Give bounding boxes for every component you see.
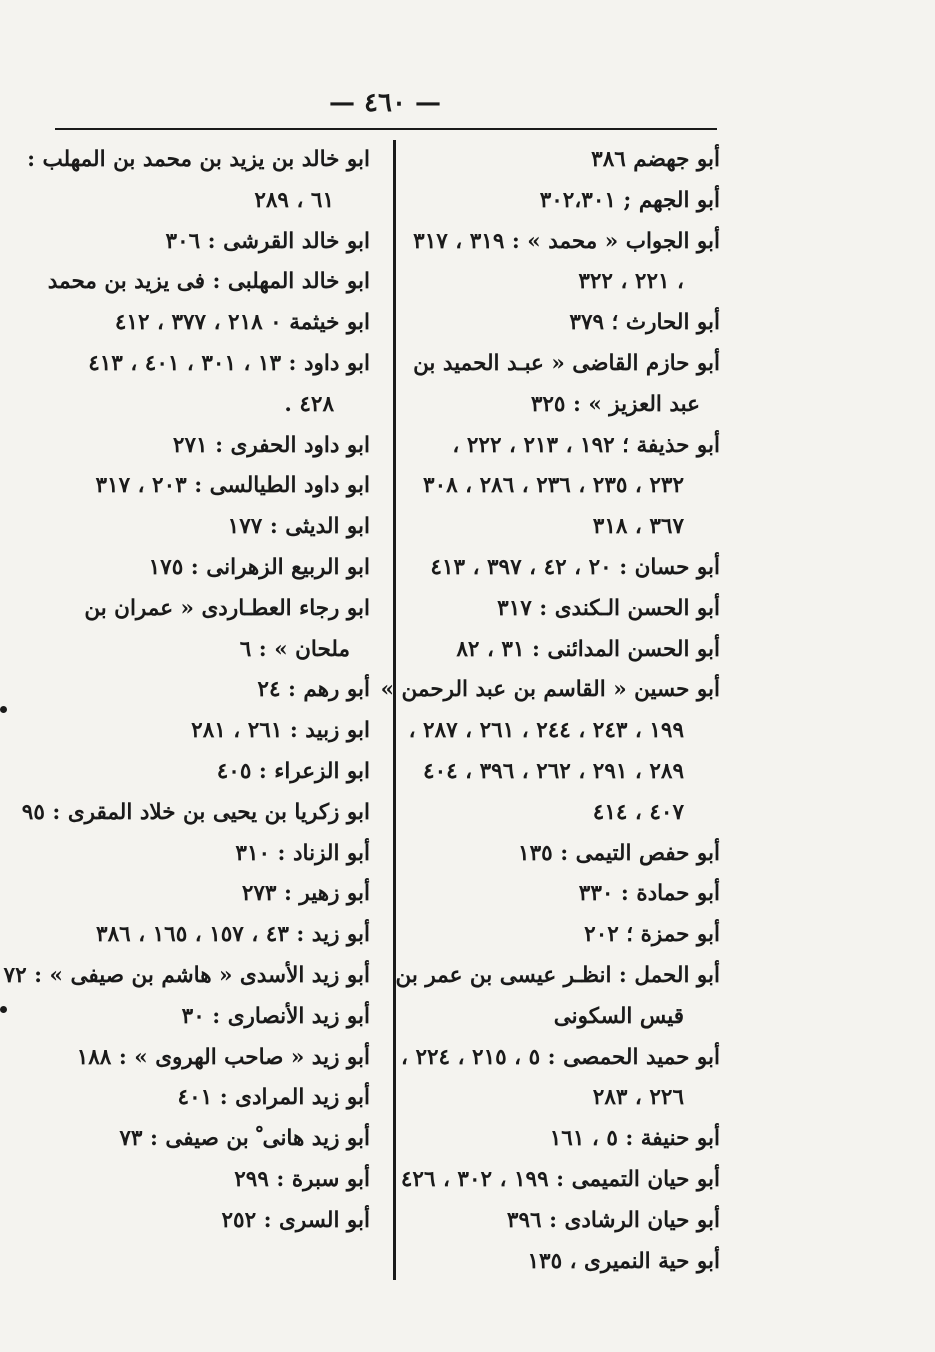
index-entry-line: ٤٠٧ ، ٤١٤	[592, 799, 684, 825]
index-entry-line: ملحان » : ٦	[239, 636, 350, 662]
index-entry-line: أبو حمادة : ٣٣٠	[578, 881, 720, 907]
index-entry-line: أبو الزناد : ٣١٠	[235, 840, 370, 866]
index-entry-line: أبو الحارث ؛ ٣٧٩	[569, 310, 720, 336]
index-entry-line: أبو حسان : ٢٠ ، ٤٢ ، ٣٩٧ ، ٤١٣	[430, 554, 720, 580]
index-entry-line: ابو خالد المهلبى : فى يزيد بن محمد	[47, 269, 370, 295]
index-entry-line: أبو حنيفة : ٥ ، ١٦١	[549, 1126, 720, 1152]
index-entry-line: أبو زيد الأنصارى : ٣٠	[181, 1003, 370, 1029]
index-entry-line: أبو رهم : ٢٤	[257, 677, 370, 703]
index-entry-line: ٢٣٢ ، ٢٣٥ ، ٢٣٦ ، ٢٨٦ ، ٣٠٨	[423, 473, 684, 499]
index-entry-line: ابو الربيع الزهرانى : ١٧٥	[148, 554, 370, 580]
index-entry-line: ١٩٩ ، ٢٤٣ ، ٢٤٤ ، ٢٦١ ، ٢٨٧ ،	[408, 718, 684, 744]
index-entry-line: عبد العزيز » : ٣٢٥	[530, 391, 700, 417]
margin-mark	[0, 706, 7, 713]
index-entry-line: أبو زيد هانى ْ بن صيفى : ٧٣	[119, 1126, 370, 1152]
index-entry-line: أبو حمزة ؛ ٢٠٢	[584, 922, 720, 948]
index-entry-line: ، ٢٢١ ، ٣٢٢	[578, 269, 684, 295]
index-entry-line: قيس السكونى	[553, 1003, 684, 1029]
index-entry-line: أبو جهضم ٣٨٦	[591, 147, 720, 172]
index-entry-line: ابو الديثى : ١٧٧	[227, 514, 370, 540]
index-entry-line: أبو الحسن المدائنى : ٣١ ، ٨٢	[456, 636, 720, 662]
index-column-left	[3, 140, 370, 1242]
index-entry-line: أبو الجهم ; ٣٠٢،٣٠١	[539, 187, 720, 213]
header-rule	[55, 128, 717, 130]
index-entry-line: ابو خالد بن يزيد بن محمد بن المهلب :	[27, 147, 370, 172]
index-entry-line: ٢٢٦ ، ٢٨٣	[592, 1085, 684, 1111]
index-entry-line: ٦١ ، ٢٨٩	[254, 187, 334, 213]
index-entry-line: أبو السرى : ٢٥٢	[221, 1207, 370, 1233]
index-entry-line: ابو خالد القرشى : ٣٠٦	[165, 228, 370, 254]
index-entry-line: ابو الزعراء : ٤٠٥	[216, 758, 370, 784]
index-entry-line: أبو زهير : ٢٧٣	[241, 881, 370, 907]
index-entry-line: أبو زيد الأسدى « هاشم بن صيفى » : ٧٢	[3, 962, 370, 988]
index-entry-line: أبو حفص التيمى : ١٣٥	[518, 840, 720, 866]
index-entry-line: أبو الحسن الـكندى : ٣١٧	[497, 595, 720, 621]
index-entry-line: ابو داود : ١٣ ، ٣٠١ ، ٤٠١ ، ٤١٣	[88, 350, 370, 376]
index-entry-line: ابو داود الحفرى : ٢٧١	[172, 432, 370, 458]
index-entry-line: ٣٦٧ ، ٣١٨	[592, 514, 684, 540]
index-entry-line: أبو حية النميرى ، ١٣٥	[527, 1248, 720, 1274]
index-entry-line: أبو حسين « القاسم بن عبد الرحمن »	[380, 677, 720, 703]
index-entry-line: أبو حازم القاضى « عبـد الحميد بن	[413, 350, 720, 376]
index-entry-line: أبو الحمل : انظـر عيسى بن عمر بن	[395, 962, 720, 988]
index-entry-line: أبو زيد « صاحب الهروى » : ١٨٨	[76, 1044, 370, 1070]
index-entry-line: ٢٨٩ ، ٢٩١ ، ٢٦٢ ، ٣٩٦ ، ٤٠٤	[423, 758, 684, 784]
index-entry-line: أبو حذيفة ؛ ١٩٢ ، ٢١٣ ، ٢٢٢ ،	[452, 432, 720, 458]
index-entry-line: أبو حيان التميمى : ١٩٩ ، ٣٠٢ ، ٤٢٦	[400, 1166, 720, 1192]
index-entry-line: أبو حيان الرشادى : ٣٩٦	[506, 1207, 720, 1233]
margin-mark	[0, 1006, 7, 1013]
index-entry-line: ابو رجاء العطـاردى « عمران بن	[84, 595, 370, 621]
index-entry-line: أبو زيد : ٤٣ ، ١٥٧ ، ١٦٥ ، ٣٨٦	[96, 922, 370, 948]
index-column-right	[380, 140, 720, 1282]
index-entry-line: أبو الجواب « محمد » : ٣١٩ ، ٣١٧	[413, 228, 720, 254]
index-entry-line: ٤٢٨ .	[284, 391, 334, 417]
index-entry-line: أبو زيد المرادى : ٤٠١	[177, 1085, 370, 1111]
index-entry-line: أبو حميد الحمصى : ٥ ، ٢١٥ ، ٢٢٤ ،	[401, 1044, 720, 1070]
index-entry-line: ابو داود الطيالسى : ٢٠٣ ، ٣١٧	[95, 473, 370, 499]
index-entry-line: أبو سبرة : ٢٩٩	[234, 1166, 370, 1192]
index-entry-line: ابو زبيد : ٢٦١ ، ٢٨١	[191, 718, 370, 744]
page-number: — ٤٦٠ —	[328, 88, 442, 118]
index-entry-line: ابو خيثمة ٠ ٢١٨ ، ٣٧٧ ، ٤١٢	[114, 310, 370, 336]
index-entry-line: ابو زكريا بن يحيى بن خلاد المقرى : ٩٥	[21, 799, 370, 825]
